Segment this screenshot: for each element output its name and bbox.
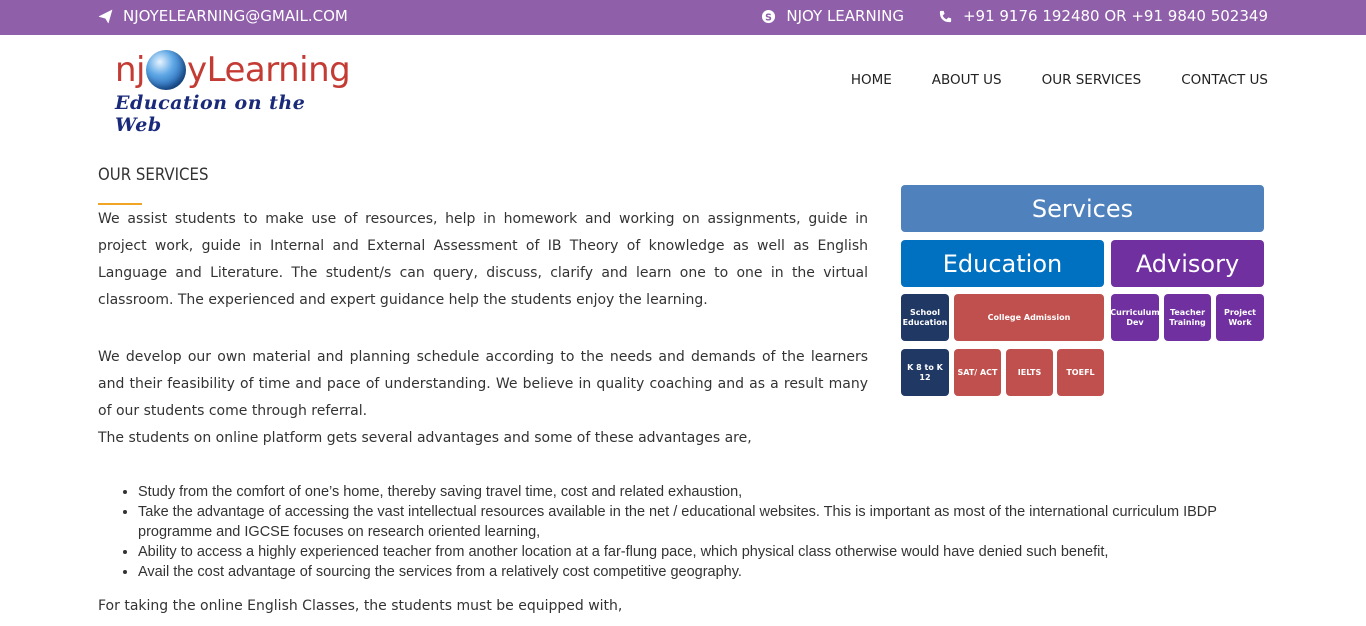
send-icon — [98, 9, 113, 24]
college-admission-box: College Admission — [954, 294, 1104, 341]
sat-act-box: SAT/ ACT — [954, 349, 1001, 396]
title-underline — [98, 203, 142, 205]
logo-brand — [115, 50, 350, 90]
k8-k12-box: K 8 to K 12 — [901, 349, 949, 396]
teacher-training-box: Teacher Training — [1164, 294, 1211, 341]
toefl-box: TOEFL — [1057, 349, 1104, 396]
services-diagram — [900, 184, 1266, 398]
skype-icon — [761, 9, 776, 24]
list-item: • Take the advantage of accessing the vast intellectual resources available in the net / educational websites. This is important as most of the international curriculum IBDP programme and IGCSE focuses on research oriented learning, — [138, 502, 1268, 542]
phone-contact[interactable] — [938, 7, 1268, 25]
nav-our-services[interactable]: OUR SERVICES — [1041, 72, 1142, 88]
education-box: Education — [901, 240, 1104, 287]
advantages-list — [98, 482, 1268, 582]
requirements-paragraph: For taking the online English Classes, the students must be equipped with, — [98, 598, 623, 614]
curriculum-dev-box: Curriculum Dev — [1111, 294, 1159, 341]
ielts-box: IELTS — [1006, 349, 1053, 396]
phone-icon — [938, 9, 953, 24]
material-paragraph: We develop our own material and planning schedule according to the needs and demands of the learners and their feasibility of time and pace of understanding. We believe in quality coaching and as a result many of our students come through referral. — [98, 349, 868, 419]
svg-text:S: S — [765, 11, 773, 23]
main-nav — [851, 72, 1268, 88]
page-title: OUR SERVICES — [98, 165, 209, 185]
logo-brand-right: yLearning — [187, 50, 351, 90]
skype-contact[interactable] — [761, 7, 904, 25]
list-item: • Study from the comfort of one’s home, thereby saving travel time, cost and related exhaustion, — [138, 482, 1268, 502]
project-work-box: Project Work — [1216, 294, 1264, 341]
site-logo[interactable] — [112, 44, 351, 136]
logo-brand-left: nj — [115, 50, 145, 90]
phone-text[interactable]: +91 9176 192480 OR +91 9840 502349 — [962, 7, 1268, 25]
nav-home[interactable]: HOME — [850, 72, 892, 88]
top-contact-bar — [0, 0, 1366, 35]
globe-icon — [146, 50, 186, 90]
advisory-box: Advisory — [1111, 240, 1264, 287]
email-text[interactable]: NJOYELEARNING@GMAIL.COM — [123, 7, 348, 25]
skype-text[interactable]: NJOY LEARNING — [786, 7, 904, 25]
advantages-intro: The students on online platform gets several advantages and some of these advantages are, — [98, 430, 752, 446]
logo-tagline: Education on the Web — [115, 92, 306, 136]
intro-paragraph: We assist students to make use of resources, help in homework and working on assignments, guide in project work, guide in Internal and External Assessment of IB Theory of knowledge as well as English Language and Literature. The student/s can query, discuss, clarify and learn one to one in the virtual classroom. The experienced and expert guidance help the students enjoy the learning. — [98, 211, 868, 308]
list-item: • Ability to access a highly experienced teacher from another location at a far-flung pace, which physical class otherwise would have denied such benefit, — [138, 542, 1268, 562]
school-education-box: School Education — [901, 294, 949, 341]
email-contact[interactable] — [98, 7, 348, 25]
services-box: Services — [901, 185, 1264, 232]
nav-about-us[interactable]: ABOUT US — [931, 72, 1002, 88]
list-item: • Avail the cost advantage of sourcing the services from a relatively cost competitive geography. — [138, 562, 1268, 582]
nav-contact-us[interactable]: CONTACT US — [1181, 72, 1268, 88]
